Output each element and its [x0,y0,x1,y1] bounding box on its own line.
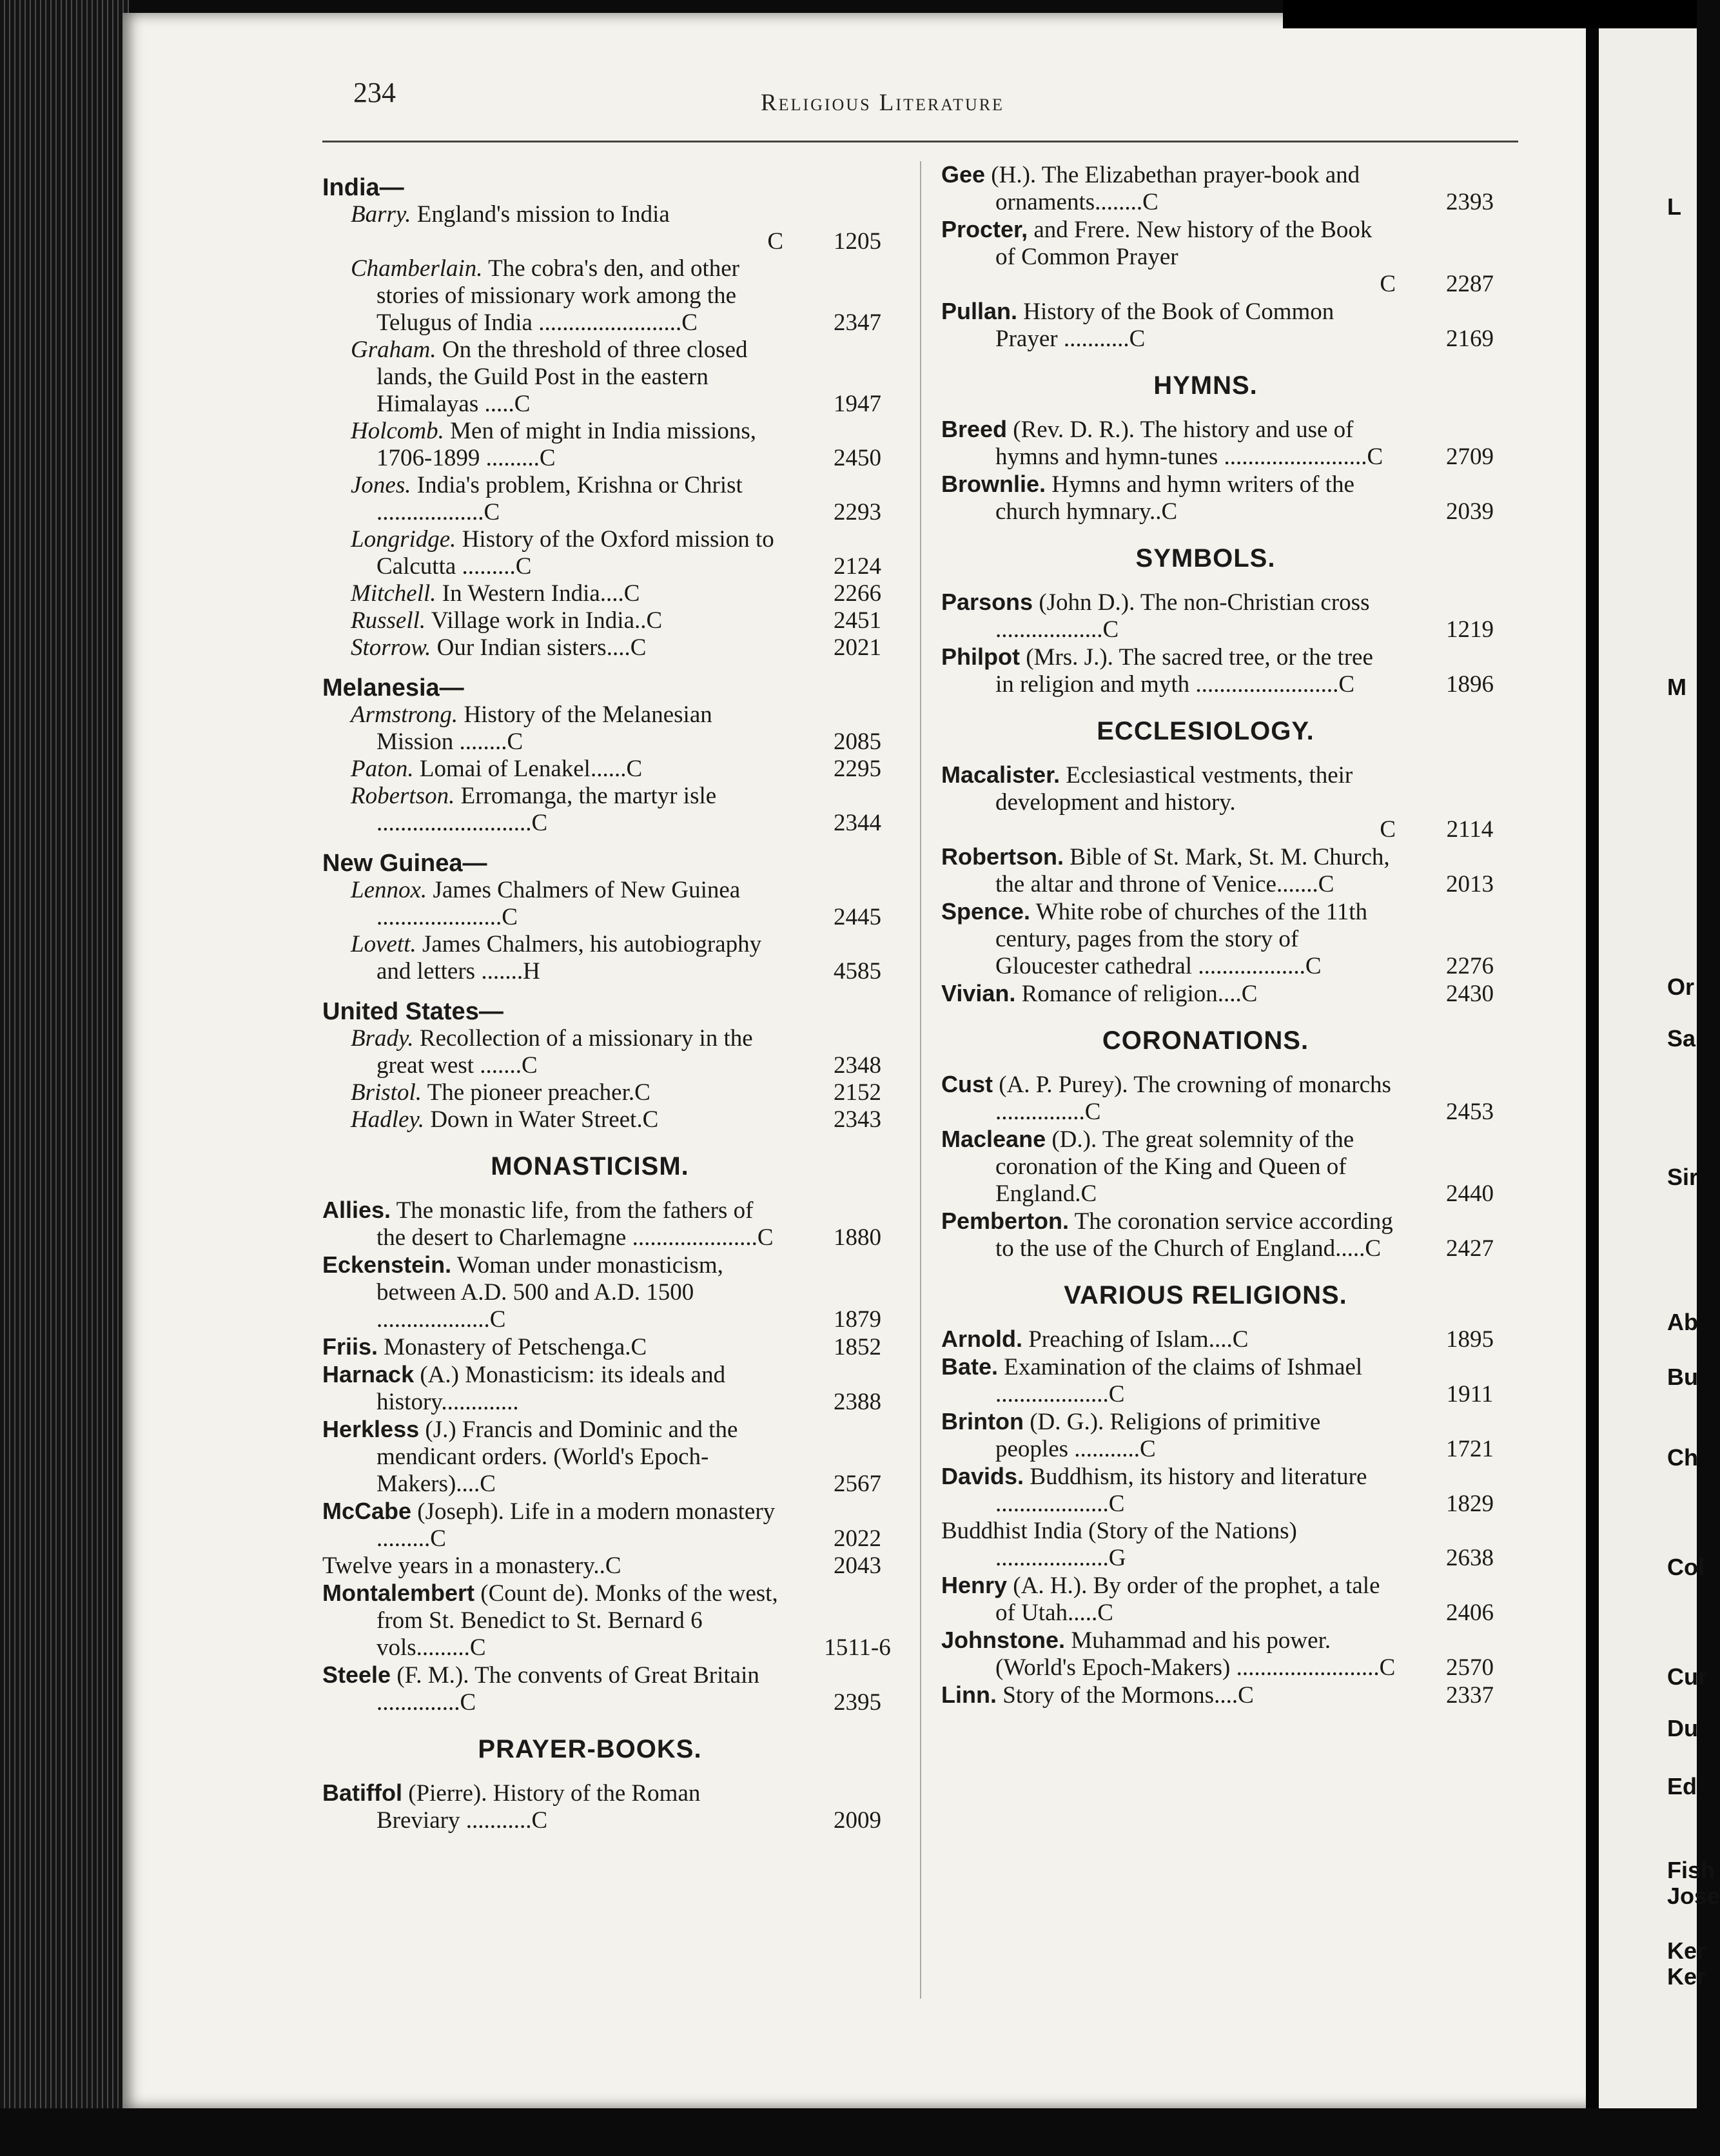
facing-page-fragment: Ed [1667,1773,1697,1799]
entry-text [941,1681,1396,1709]
entry-title: The monastic life, from the fathers of the desert to Charlemagne .....................C [376,1197,774,1251]
entry-author: Pemberton. [941,1208,1070,1234]
entry-author: Barry. [351,201,411,228]
entry-author: Arnold. [941,1326,1022,1352]
call-number: 2085 [834,729,881,755]
entry-author: McCabe [322,1498,412,1524]
section-heading: HYMNS. [1153,371,1258,400]
catalog-entry [322,1361,909,1416]
call-number: 2427 [1446,1235,1494,1262]
entry-text [322,1416,783,1498]
catalog-entry [941,161,1521,216]
catalog-entry [322,1333,909,1361]
entry-text [322,1553,783,1580]
entry-title: (Joseph). Life in a modern monastery .........C [376,1498,776,1552]
entry-text [941,1353,1396,1408]
catalog-entry [941,1353,1521,1408]
entry-author: Mitchell. [351,580,436,607]
subsection-heading: Melanesia— [322,674,464,701]
entry-title: The cobra's den, and other stories of missionary work among the Telugus of India ........................C [376,255,739,336]
call-number: 4585 [834,958,881,985]
catalog-entry [322,931,909,985]
entry-author: Macalister. [941,761,1060,788]
entry-text [941,843,1396,898]
entry-title: On the threshold of three closed lands, the Guild Post in the eastern Himalayas .....C [376,337,748,417]
entry-text [351,634,783,662]
call-number: 1852 [834,1334,881,1360]
catalog-entry [941,1518,1521,1572]
call-number: 2567 [834,1471,881,1497]
entry-author: Brinton [941,1408,1024,1435]
entry-author: Bate. [941,1353,999,1380]
call-number: 1895 [1446,1326,1494,1353]
catalog-entry [322,1498,909,1553]
catalog-entry [941,761,1521,843]
entry-text [941,1463,1396,1518]
section-heading: PRAYER-BOOKS. [478,1735,702,1763]
catalog-entry [322,634,909,662]
entry-title: History of the Book of Common Prayer ...........C [995,299,1334,352]
entry-title: Our Indian sisters....C [436,634,647,661]
entry-author: Robertson. [351,783,455,809]
entry-title: England's mission to India [416,201,670,228]
entry-author: Brownlie. [941,471,1046,497]
entry-title: The pioneer preacher.C [427,1079,650,1106]
entry-title: Buddhism, its history and literature ...................C [995,1464,1367,1517]
entry-title: Woman under monasticism, between A.D. 500 and A.D. 1500 ...................C [376,1252,723,1333]
entry-author: Pullan. [941,298,1018,324]
entry-author: Linn. [941,1681,997,1708]
section-heading: VARIOUS RELIGIONS. [1064,1281,1347,1309]
entry-text [941,643,1396,698]
call-number: 2445 [834,904,881,930]
catalog-entry [322,1416,909,1498]
call-number: 1947 [834,391,881,417]
entry-title: (Pierre). History of the Roman Breviary ...........C [376,1780,701,1834]
catalog-entry [941,416,1521,471]
entry-text [322,1580,783,1661]
entry-text [941,416,1396,471]
entry-text [322,1498,783,1553]
catalog-entry [941,643,1521,698]
entry-text [351,418,783,472]
entry-title: (D. G.). Religions of primitive peoples ...........C [995,1409,1321,1462]
catalog-entry [941,216,1521,298]
subsection-heading: New Guinea— [322,850,487,877]
catalog-entry [941,1071,1521,1126]
call-number: 2393 [1446,189,1494,215]
entry-text [351,337,783,418]
catalog-entry [941,589,1521,643]
entry-title: (J.) Francis and Dominic and the mendicant orders. (World's Epoch-Makers)....C [376,1416,738,1497]
entry-title: In Western India....C [442,580,640,607]
facing-page-fragment: Ch [1667,1444,1698,1471]
entry-text [941,471,1396,525]
facing-page-fragment: Col [1667,1554,1705,1580]
page-number: 234 [353,77,396,108]
facing-page-fragment: Sir [1667,1164,1699,1190]
entry-title: Story of the Mormons....C [1002,1682,1254,1709]
call-number: 2450 [834,445,881,471]
catalog-entry [322,1197,909,1251]
facing-page-fragment: Ab [1667,1309,1698,1335]
entry-title: Muhammad and his power. (World's Epoch-Makers) ........................C [995,1627,1396,1681]
entry-author: Herkless [322,1416,420,1442]
catalog-entry [322,472,909,526]
entry-author: Holcomb. [351,418,444,444]
entry-text [351,1025,783,1079]
entry-text [941,216,1396,298]
entry-author: Robertson. [941,843,1064,870]
catalog-entry [941,980,1521,1008]
call-number: 2169 [1446,326,1494,352]
entry-author: Johnstone. [941,1627,1066,1653]
call-number: 2570 [1446,1654,1494,1681]
entry-text [941,161,1396,216]
facing-page-fragment: Ker [1667,1937,1706,1964]
entry-title: (John D.). The non-Christian cross ..................C [995,589,1370,643]
catalog-entry [322,201,909,255]
catalog-entry [322,526,909,580]
entry-author: Spence. [941,898,1031,925]
entry-title: Romance of religion....C [1021,981,1258,1007]
facing-page-fragment: Or [1667,974,1695,1000]
call-number: 2440 [1446,1181,1494,1207]
call-number: 2022 [834,1525,881,1552]
facing-page-fragment: Sa [1667,1025,1696,1052]
entry-location-code: C [1380,816,1396,843]
entry-text [351,931,783,985]
entry-title: Ecclesiastical vestments, their development and history. [995,762,1353,816]
entry-text [351,472,783,526]
call-number: 1219 [1446,616,1494,643]
call-number: 2287 [1446,271,1494,297]
entry-text [351,756,783,783]
section-heading: MONASTICISM. [491,1152,689,1181]
entry-text [941,898,1396,980]
entry-text [322,1251,783,1333]
call-number: 2348 [834,1052,881,1079]
catalog-entry [941,843,1521,898]
call-number: 2043 [834,1553,881,1579]
catalog-entry [322,877,909,931]
scan-border-bottom [0,2108,1697,2156]
entry-title: Hymns and hymn writers of the church hymnary..C [995,471,1354,525]
call-number: 1205 [834,228,881,255]
entry-author: Parsons [941,589,1033,615]
entry-text [351,526,783,580]
entry-author: Bristol. [351,1079,422,1106]
entry-author: Cust [941,1071,993,1097]
catalog-entry [322,337,909,418]
catalog-entry [322,1251,909,1333]
entry-text [351,607,783,634]
facing-page-fragment: Bu [1667,1364,1698,1390]
entry-text [351,1106,783,1133]
entry-text [941,1208,1396,1262]
entry-author: Vivian. [941,980,1016,1006]
call-number: 1721 [1446,1436,1494,1462]
catalog-entry [322,1661,909,1716]
call-number: 2388 [834,1389,881,1415]
entry-text [322,1361,783,1416]
entry-author: Procter, [941,216,1028,242]
scan-border-top [1283,0,1697,28]
entry-text [941,1071,1396,1126]
entry-author: Macleane [941,1126,1046,1152]
subsection-heading: India— [322,174,404,201]
entry-title: History of the Oxford mission to Calcutta .........C [376,526,774,580]
entry-author: Gee [941,161,986,188]
page-edges [0,0,129,2156]
catalog-entry [941,1627,1521,1681]
facing-page-fragment: Du [1667,1715,1698,1741]
facing-page-fragment: Jose [1667,1883,1720,1909]
entry-text [322,1661,783,1716]
entry-author: Russell. [351,607,426,634]
entry-title: Twelve years in a monastery..C [322,1553,621,1579]
entry-author: Eckenstein. [322,1251,452,1278]
entry-location-code: C [767,228,783,255]
call-number: 1829 [1446,1491,1494,1517]
entry-author: Chamberlain. [351,255,483,282]
facing-page-fragment: M [1667,674,1686,700]
entry-title: (Rev. D. R.). The history and use of hymns and hymn-tunes ........................C [995,416,1383,470]
right-column [941,161,1521,1709]
catalog-entry [941,1681,1521,1709]
catalog-entry [322,783,909,837]
entry-author: Philpot [941,643,1020,670]
entry-title: and Frere. New history of the Book of Common Prayer [995,217,1373,270]
call-number: 2013 [1446,871,1494,897]
entry-title: Buddhist India (Story of the Nations) ...................G [941,1518,1297,1571]
entry-author: Steele [322,1661,391,1688]
catalog-entry [941,471,1521,525]
entry-text [351,1079,783,1106]
entry-text [322,1333,783,1361]
call-number: 2453 [1446,1099,1494,1125]
entry-text [322,1779,783,1834]
catalog-entry [322,1779,909,1834]
call-number: 2638 [1446,1545,1494,1571]
call-number: 2293 [834,499,881,525]
call-number: 1896 [1446,671,1494,698]
entry-title: Village work in India..C [431,607,663,634]
facing-page-fragment: Cur [1667,1663,1707,1690]
entry-title: White robe of churches of the 11th century, pages from the story of Gloucester cathedral ..................C [995,899,1368,979]
entry-text [941,980,1396,1008]
subsection-heading: United States— [322,998,503,1025]
entry-text [941,1326,1396,1353]
call-number: 2451 [834,607,881,634]
entry-text [351,783,783,837]
entry-title: James Chalmers of New Guinea .....................C [376,877,741,930]
call-number: 2009 [834,1807,881,1834]
entry-author: Longridge. [351,526,456,553]
catalog-entry [941,1408,1521,1463]
entry-title: (Mrs. J.). The sacred tree, or the tree in religion and myth ........................C [995,644,1373,698]
entry-author: Breed [941,416,1008,442]
section-heading: ECCLESIOLOGY. [1097,717,1314,745]
catalog-entry [322,756,909,783]
entry-title: James Chalmers, his autobiography and letters .......H [376,931,762,985]
entry-location-code: C [1380,271,1396,297]
entry-author: Paton. [351,756,414,782]
entry-title: Monastery of Petschenga.C [384,1334,647,1360]
facing-page-fragment: Fish [1667,1857,1715,1883]
entry-author: Davids. [941,1463,1024,1489]
entry-title: History of the Melanesian Mission ........C [376,701,712,755]
entry-author: Hadley. [351,1106,425,1133]
running-title: Religious Literature [761,90,1004,116]
entry-title: Recollection of a missionary in the great west .......C [376,1025,753,1079]
entry-title: The coronation service according to the use of the Church of England.....C [995,1208,1393,1262]
entry-title: (H.). The Elizabethan prayer-book and ornaments........C [991,162,1360,215]
catalog-entry [322,1079,909,1106]
entry-title: (D.). The great solemnity of the coronation of the King and Queen of England.C [995,1126,1354,1207]
entry-title: Erromanga, the martyr isle ..........................C [376,783,717,836]
entry-text [351,701,783,756]
catalog-entry [322,255,909,337]
call-number: 2344 [834,810,881,836]
call-number: 2709 [1446,444,1494,470]
entry-author: Montalembert [322,1580,475,1606]
call-number: 2347 [834,309,881,336]
entry-text [941,589,1396,643]
entry-author: Jones. [351,472,411,498]
entry-text [941,761,1396,843]
call-number: 2395 [834,1689,881,1716]
call-number: 2406 [1446,1600,1494,1626]
catalog-entry [322,1025,909,1079]
section-heading: CORONATIONS. [1102,1026,1309,1055]
catalog-entry [941,1572,1521,1627]
call-number: 2124 [834,553,881,580]
call-number: 1911 [1446,1381,1494,1407]
call-number: 1511-6 [824,1634,891,1661]
entry-author: Harnack [322,1361,415,1387]
catalog-entry [941,1126,1521,1208]
entry-text [941,298,1396,353]
entry-text [351,255,783,337]
entry-title: (A. P. Purey). The crowning of monarchs ...............C [995,1072,1391,1125]
entry-text [351,877,783,931]
call-number: 2430 [1446,981,1494,1007]
entry-author: Friis. [322,1333,378,1360]
catalog-entry [322,1580,909,1661]
catalog-entry [941,898,1521,980]
entry-author: Storrow. [351,634,431,661]
catalog-entry [322,1553,909,1580]
catalog-entry [322,580,909,607]
entry-title: India's problem, Krishna or Christ ..................C [376,472,743,525]
entry-author: Brady. [351,1025,414,1052]
catalog-entry [322,607,909,634]
entry-text [351,580,783,607]
call-number: 2152 [834,1079,881,1106]
call-number: 2276 [1446,953,1494,979]
entry-author: Armstrong. [351,701,458,728]
column-divider [920,161,921,1999]
header-rule [322,141,1518,142]
entry-title: Examination of the claims of Ishmael ...................C [995,1354,1363,1407]
facing-page-fragment: Ker [1667,1963,1706,1990]
entry-text [322,1197,783,1251]
call-number: 2343 [834,1106,881,1133]
section-heading: SYMBOLS. [1135,544,1276,573]
catalog-entry [322,701,909,756]
entry-text [941,1518,1396,1572]
facing-page-fragment: L [1667,193,1681,220]
left-column [322,161,909,1834]
entry-title: (Count de). Monks of the west, from St. Benedict to St. Bernard 6 vols.........C [376,1580,778,1661]
entry-text [941,1126,1396,1208]
entry-author: Lovett. [351,931,416,957]
entry-title: Men of might in India missions, 1706-1899 .........C [376,418,756,471]
entry-text [941,1572,1396,1627]
entry-author: Allies. [322,1197,391,1223]
entry-author: Graham. [351,337,436,363]
entry-text [351,201,783,255]
entry-title: (A. H.). By order of the prophet, a tale of Utah.....C [995,1573,1380,1626]
entry-author: Batiffol [322,1779,402,1806]
catalog-entry [322,418,909,472]
call-number: 2266 [834,580,881,607]
catalog-entry [322,1106,909,1133]
call-number: 2114 [1446,816,1494,843]
call-number: 2021 [834,634,881,661]
entry-title: (A.) Monasticism: its ideals and history............. [376,1362,726,1415]
call-number: 2039 [1446,498,1494,525]
entry-title: (F. M.). The convents of Great Britain ..............C [376,1662,759,1716]
catalog-entry [941,1326,1521,1353]
catalog-entry [941,298,1521,353]
entry-author: Lennox. [351,877,427,903]
entry-author: Henry [941,1572,1008,1598]
entry-title: Lomai of Lenakel......C [419,756,643,782]
call-number: 2337 [1446,1682,1494,1709]
catalog-entry [941,1208,1521,1262]
entry-title: Preaching of Islam....C [1028,1326,1249,1353]
catalog-entry [941,1463,1521,1518]
entry-text [941,1408,1396,1463]
entry-title: Bible of St. Mark, St. M. Church, the altar and throne of Venice.......C [995,844,1390,897]
entry-title: Down in Water Street.C [430,1106,659,1133]
call-number: 2295 [834,756,881,782]
call-number: 1880 [834,1224,881,1251]
call-number: 1879 [834,1306,881,1333]
entry-text [941,1627,1396,1681]
